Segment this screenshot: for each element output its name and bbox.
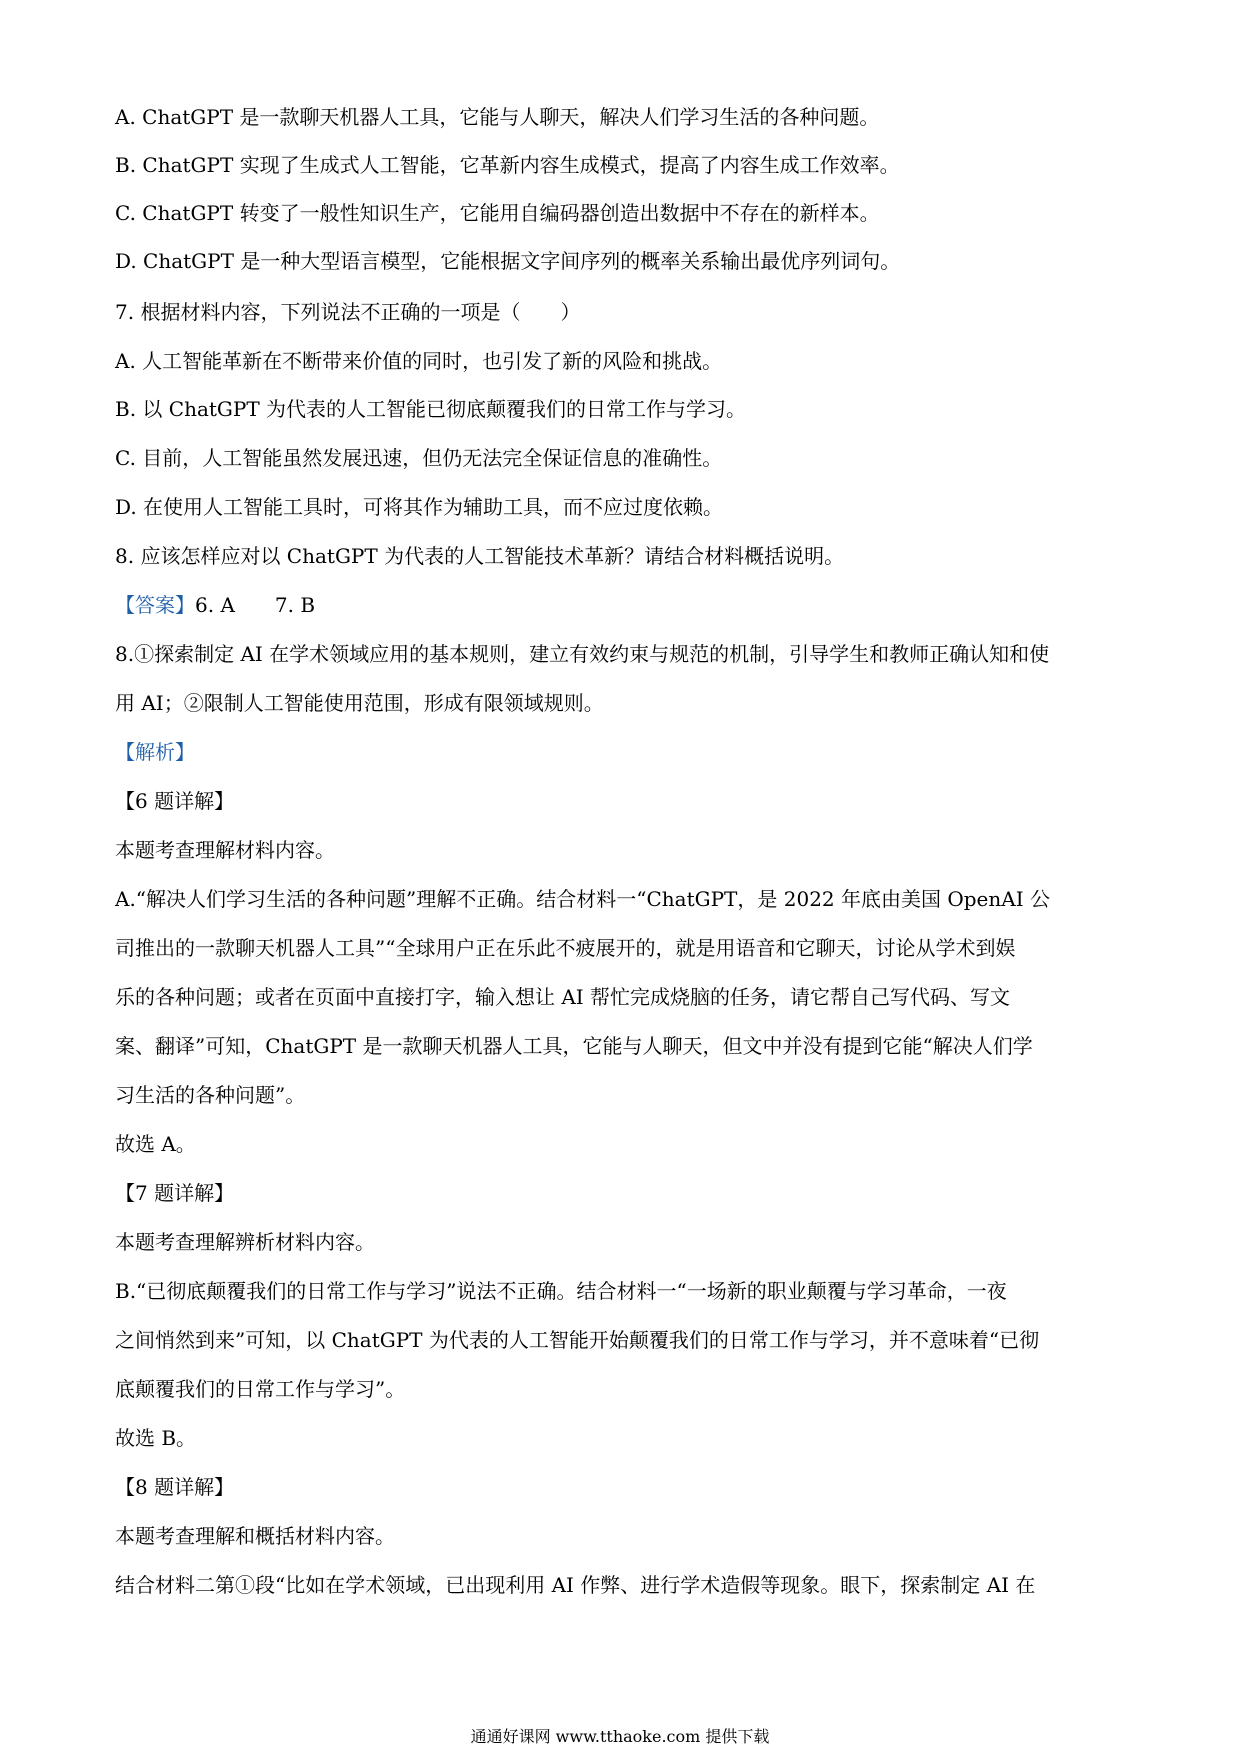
q6-option-b: B. ChatGPT 实现了生成式人工智能，它革新内容生成模式，提高了内容生成工作效率。: [115, 153, 900, 177]
q6-detail-line-4: 案、翻译”可知，ChatGPT 是一款聊天机器人工具，它能与人聊天，但文中并没有提到它能“解决人们学: [115, 1034, 1033, 1058]
q8-detail-line-1: 结合材料二第①段“比如在学术领域，已出现利用 AI 作弊、进行学术造假等现象。眼下，探索制定 AI 在: [115, 1573, 1036, 1597]
q6-conclusion: 故选 A。: [115, 1132, 196, 1156]
q6-option-c: C. ChatGPT 转变了一般性知识生产，它能用自编码器创造出数据中不存在的新样本。: [115, 201, 880, 225]
q6-option-a: A. ChatGPT 是一款聊天机器人工具，它能与人聊天，解决人们学习生活的各种问题。: [115, 105, 880, 129]
q8-stem: 8. 应该怎样应对以 ChatGPT 为代表的人工智能技术革新？请结合材料概括说明。: [115, 544, 845, 568]
analysis-label: 【解析】: [115, 740, 195, 764]
q7-option-c: C. 目前，人工智能虽然发展迅速，但仍无法完全保证信息的准确性。: [115, 446, 723, 470]
answer-q8-line-2: 用 AI；②限制人工智能使用范围，形成有限领域规则。: [115, 691, 604, 715]
q6-detail-intro: 本题考查理解材料内容。: [115, 838, 335, 862]
q8-detail-intro: 本题考查理解和概括材料内容。: [115, 1524, 395, 1548]
answer-label: 【答案】: [115, 593, 195, 617]
q6-detail-line-5: 习生活的各种问题”。: [115, 1083, 306, 1107]
answer-q8-line-1: 8.①探索制定 AI 在学术领域应用的基本规则，建立有效约束与规范的机制，引导学生和教师正确认知和使: [115, 642, 1050, 666]
q6-detail-line-3: 乐的各种问题；或者在页面中直接打字，输入想让 AI 帮忙完成烧脑的任务，请它帮自己写代码、写文: [115, 985, 1011, 1009]
q7-option-b: B. 以 ChatGPT 为代表的人工智能已彻底颠覆我们的日常工作与学习。: [115, 397, 747, 421]
q6-detail-line-2: 司推出的一款聊天机器人工具”“全球用户正在乐此不疲展开的，就是用语音和它聊天，讨论从学术到娱: [115, 936, 1016, 960]
q7-detail-line-3: 底颠覆我们的日常工作与学习”。: [115, 1377, 406, 1401]
q7-conclusion: 故选 B。: [115, 1426, 197, 1450]
answer-line: [115, 592, 315, 618]
q6-detail-line-1: A.“解决人们学习生活的各种问题”理解不正确。结合材料一“ChatGPT，是 2022 年底由美国 OpenAI 公: [115, 887, 1050, 911]
answer-text: 6. A 7. B: [195, 593, 316, 617]
q8-detail-heading: 【8 题详解】: [115, 1475, 235, 1499]
q7-option-a: A. 人工智能革新在不断带来价值的同时，也引发了新的风险和挑战。: [115, 349, 723, 373]
q7-option-d: D. 在使用人工智能工具时，可将其作为辅助工具，而不应过度依赖。: [115, 495, 724, 519]
q7-stem: 7. 根据材料内容，下列说法不正确的一项是（ ）: [115, 300, 581, 324]
q7-detail-heading: 【7 题详解】: [115, 1181, 235, 1205]
page-footer: 通通好课网 www.tthaoke.com 提供下载: [470, 1727, 770, 1746]
q7-detail-line-1: B.“已彻底颠覆我们的日常工作与学习”说法不正确。结合材料一“一场新的职业颠覆与学习革命，一夜: [115, 1279, 1007, 1303]
q7-detail-line-2: 之间悄然到来”可知，以 ChatGPT 为代表的人工智能开始颠覆我们的日常工作与学习，并不意味着“已彻: [115, 1328, 1040, 1352]
q6-detail-heading: 【6 题详解】: [115, 789, 235, 813]
q7-detail-intro: 本题考查理解辨析材料内容。: [115, 1230, 375, 1254]
q6-option-d: D. ChatGPT 是一种大型语言模型，它能根据文字间序列的概率关系输出最优序列词句。: [115, 249, 901, 273]
